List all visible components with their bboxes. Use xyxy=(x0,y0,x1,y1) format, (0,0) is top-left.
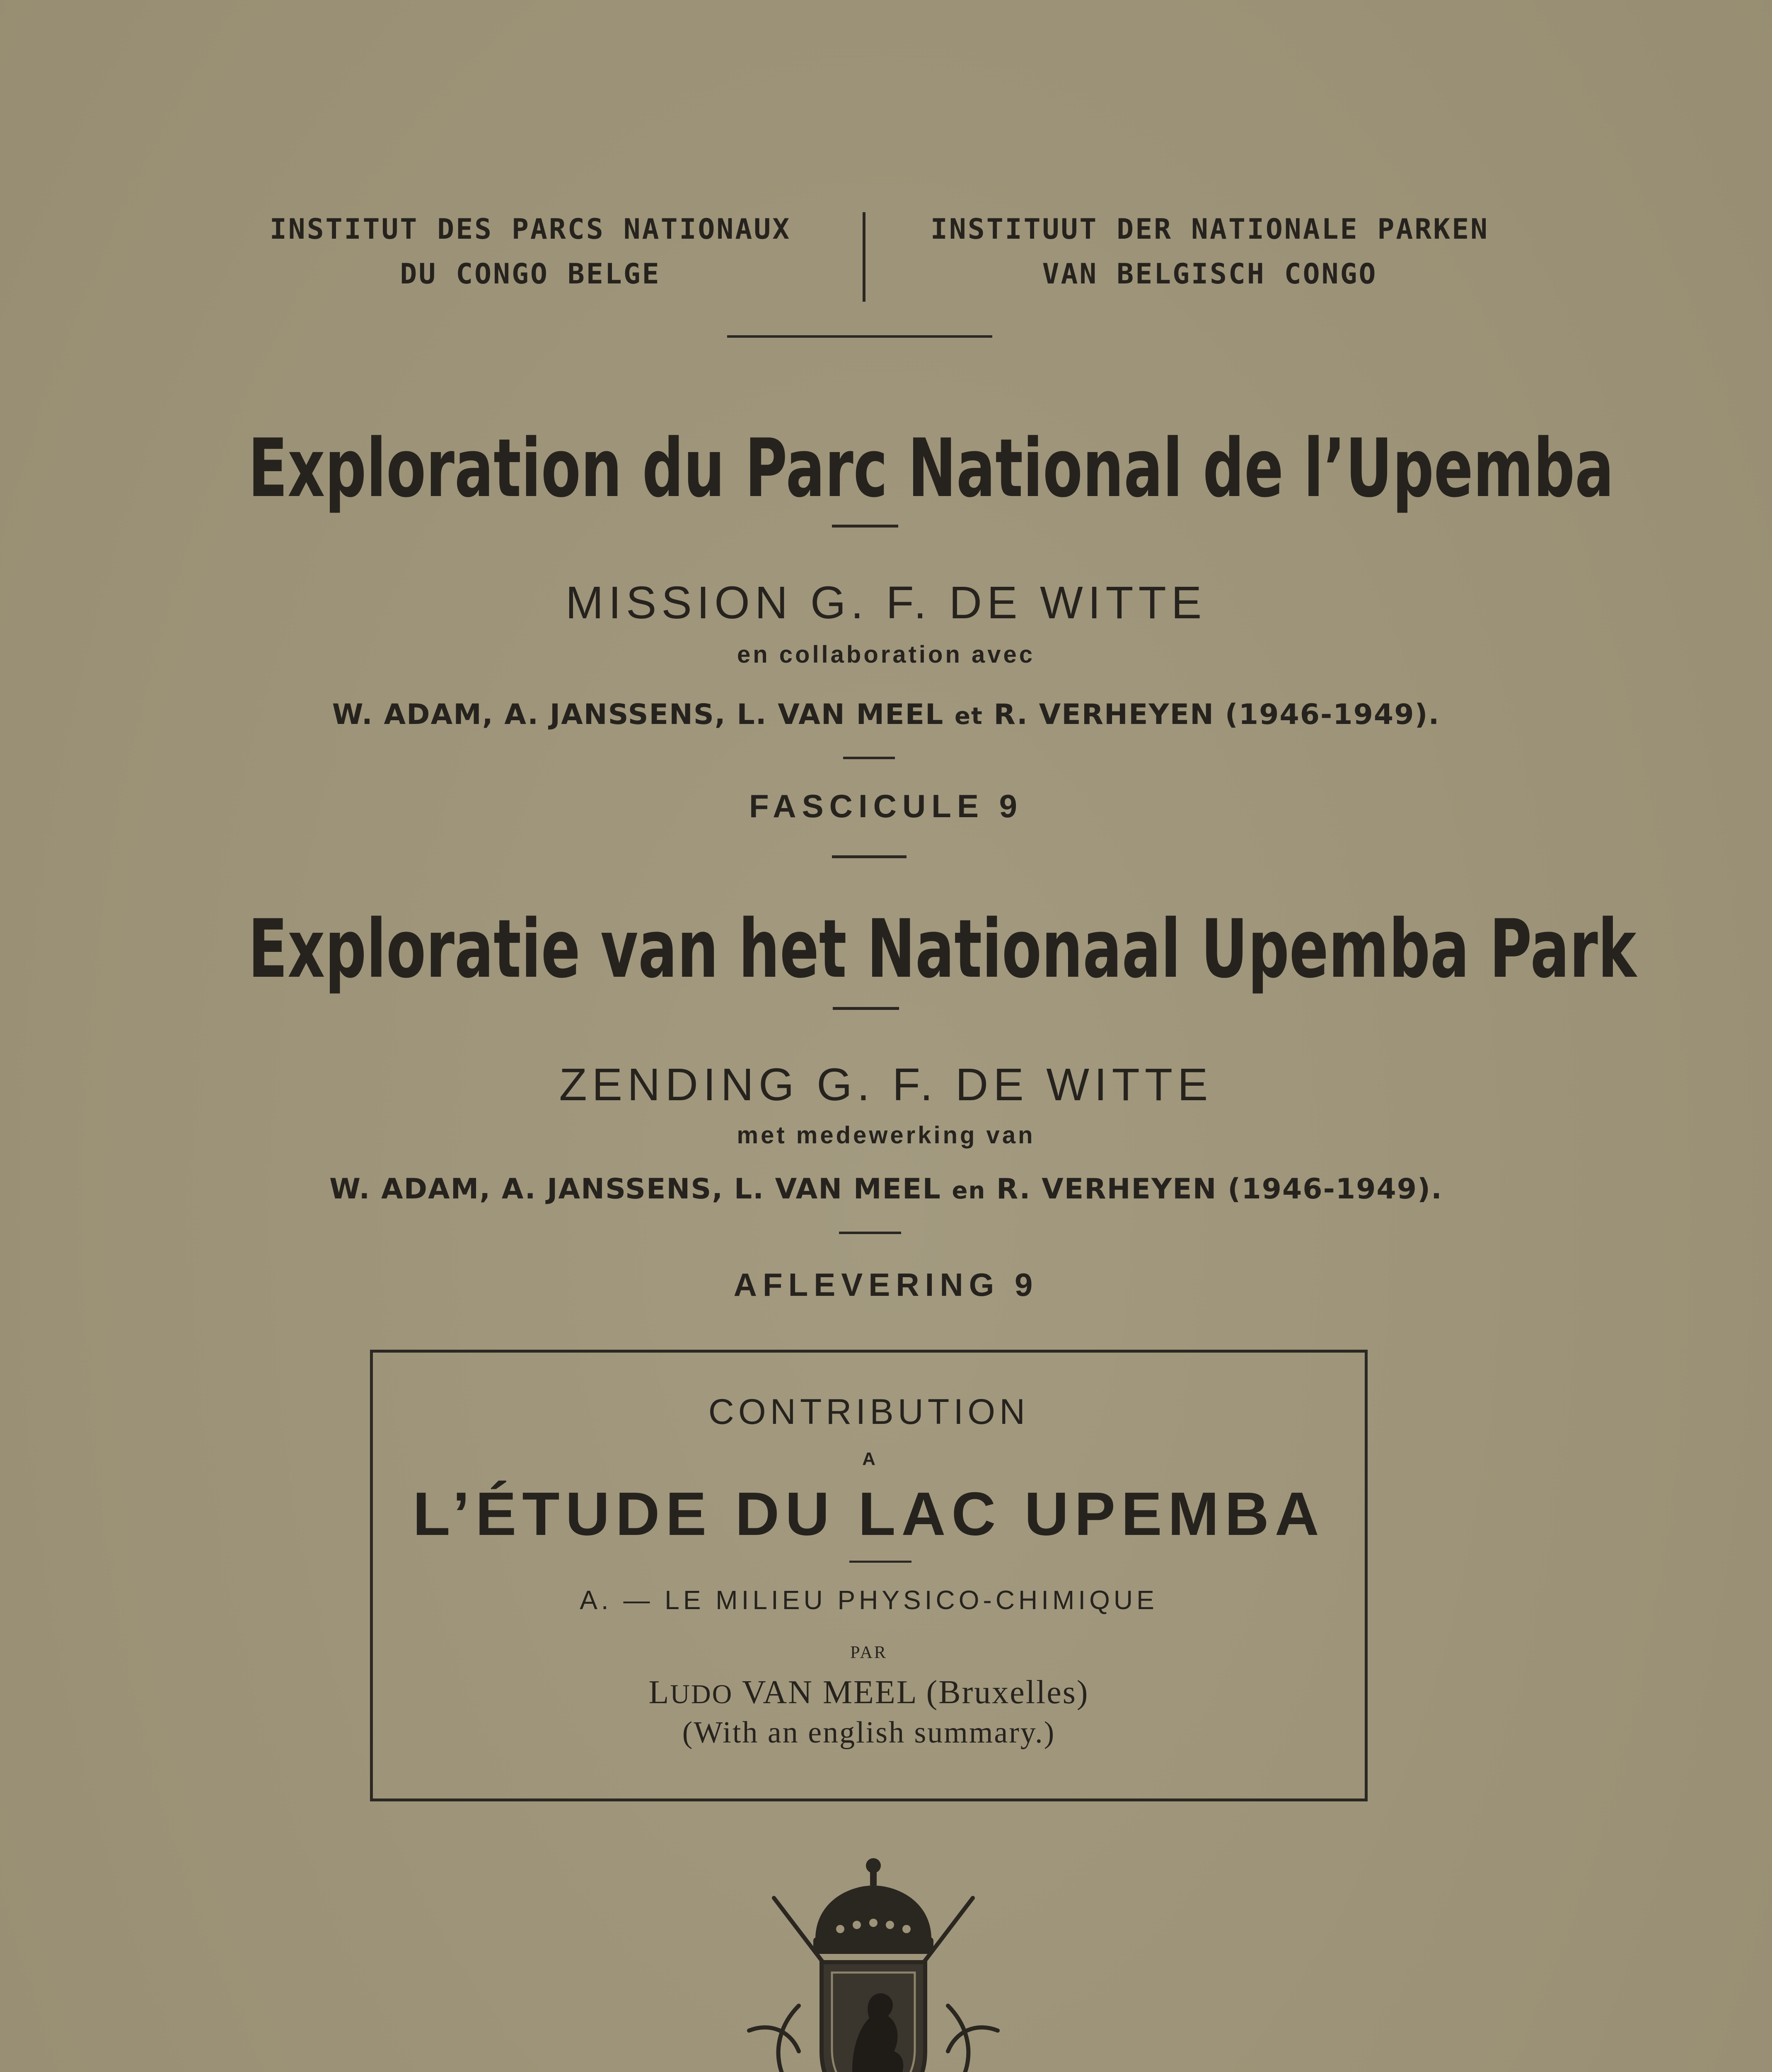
institute-french-line1: INSTITUT DES PARCS NATIONAUX xyxy=(269,213,791,246)
author-initial: L xyxy=(648,1674,670,1711)
author-first-rest: UDO xyxy=(670,1679,733,1709)
summary-note: (With an english summary.) xyxy=(682,1716,1056,1750)
dutch-title: Exploratie van het Nationaal Upemba Park xyxy=(248,902,1637,996)
french-title-rule xyxy=(832,525,898,528)
header-divider xyxy=(863,212,865,302)
institute-dutch-line1: INSTITUUT DER NATIONALE PARKEN xyxy=(930,213,1489,246)
institute-french xyxy=(207,207,853,297)
par-label: PAR xyxy=(850,1643,887,1662)
french-collaborators xyxy=(0,696,1772,735)
french-collaboration: en collaboration avec xyxy=(737,641,1035,668)
study-title: L’ÉTUDE DU LAC UPEMBA xyxy=(413,1480,1325,1548)
header-rule xyxy=(727,335,992,338)
dutch-collaboration: met medewerking van xyxy=(737,1122,1035,1149)
dutch-names-conj: en xyxy=(952,1177,986,1204)
contribution-label: CONTRIBUTION xyxy=(708,1392,1030,1432)
title-box xyxy=(370,1350,1368,1801)
french-title: Exploration du Parc National de l’Upemba xyxy=(248,421,1614,515)
dutch-title-rule xyxy=(833,1007,899,1010)
belgian-coat-of-arms-icon xyxy=(745,1857,1002,2072)
french-names-rule xyxy=(843,757,895,759)
french-mission: MISSION G. F. DE WITTE xyxy=(565,577,1207,628)
dutch-names-b: R. VERHEYEN (1946-1949). xyxy=(996,1173,1443,1205)
a-label: A xyxy=(862,1449,875,1469)
french-names-b: R. VERHEYEN (1946-1949). xyxy=(994,698,1440,731)
french-names-a: W. ADAM, A. JANSSENS, L. VAN MEEL xyxy=(332,698,944,731)
box-rule xyxy=(849,1561,911,1563)
french-names-conj: et xyxy=(955,703,983,730)
institute-french-line2: DU CONGO BELGE xyxy=(400,258,661,290)
author-rest: VAN MEEL (Bruxelles) xyxy=(742,1674,1089,1711)
institute-dutch xyxy=(874,207,1545,297)
dutch-names-rule xyxy=(839,1232,901,1234)
french-fascicule: FASCICULE 9 xyxy=(749,788,1023,824)
institute-dutch-line2: VAN BELGISCH CONGO xyxy=(1042,258,1378,290)
section-rule xyxy=(832,855,907,858)
study-subtitle: A. — LE MILIEU PHYSICO-CHIMIQUE xyxy=(580,1585,1158,1615)
dutch-names-a: W. ADAM, A. JANSSENS, L. VAN MEEL xyxy=(329,1173,941,1205)
dutch-mission: ZENDING G. F. DE WITTE xyxy=(559,1059,1213,1110)
author-line xyxy=(373,1672,1365,1715)
dutch-collaborators xyxy=(0,1171,1772,1210)
dutch-aflevering: AFLEVERING 9 xyxy=(733,1266,1039,1303)
